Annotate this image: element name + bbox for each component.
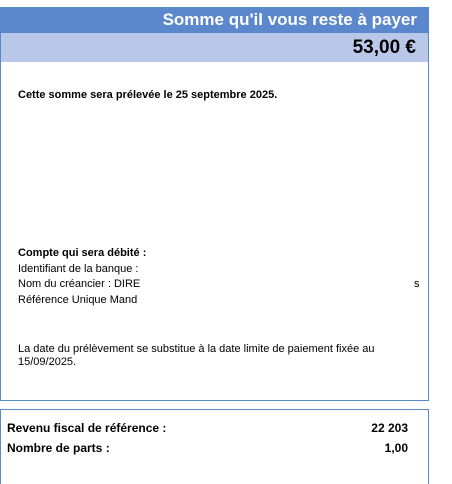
section-header — [0, 7, 429, 33]
bank-identifier-label: Identifiant de la banque : — [18, 263, 139, 275]
debit-date-sentence: Cette somme sera prélevée le 25 septembre 2025. — [18, 89, 278, 101]
payment-details-box — [0, 62, 429, 401]
debit-notice: La date du prélèvement se substitue à la date limite de paiement fixée au 15/09/2025. — [18, 343, 375, 368]
rfr-label: Revenu fiscal de référence : — [7, 421, 167, 435]
section-title: Somme qu'il vous reste à payer — [162, 10, 417, 29]
creditor-name-label: Nom du créancier : DIRE — [18, 278, 141, 290]
account-heading: Compte qui sera débité : — [18, 247, 147, 259]
stray-character: s — [414, 278, 420, 290]
amount-due: 53,00 € — [352, 36, 416, 58]
mandate-reference-label: Référence Unique Mand — [18, 294, 138, 306]
parts-value: 1,00 — [384, 441, 408, 455]
parts-label: Nombre de parts : — [7, 441, 110, 455]
rfr-value: 22 203 — [371, 421, 408, 435]
tax-summary-box — [0, 409, 429, 484]
amount-band — [0, 33, 429, 62]
